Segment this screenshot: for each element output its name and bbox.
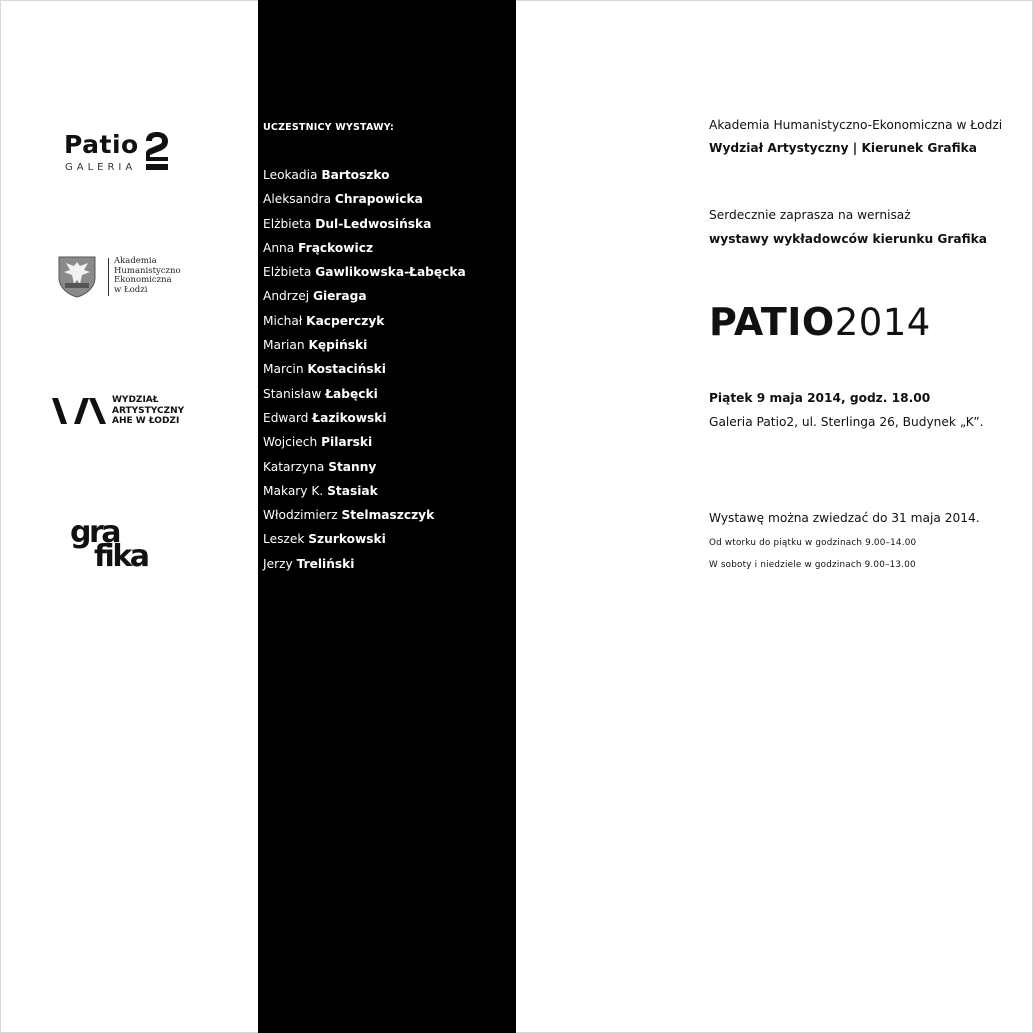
- participant-last-name: Kępiński: [308, 338, 368, 353]
- participant-last-name: Stasiak: [327, 483, 378, 498]
- participant-first-name: Aleksandra: [263, 192, 332, 207]
- ahe-logo-line: Akademia: [114, 256, 157, 266]
- participant-item: [263, 530, 466, 554]
- wa-logo-line: ARTYSTYCZNY: [112, 405, 185, 416]
- weekend-hours: W soboty i niedziele w godzinach 9.00–13.00: [709, 560, 916, 570]
- participant-first-name: Leszek: [263, 532, 305, 547]
- participants-heading: UCZESTNICY WYSTAWY:: [263, 122, 395, 133]
- wa-logo-line: AHE W ŁODZI: [112, 416, 180, 426]
- participant-last-name: Frąckowicz: [298, 240, 374, 255]
- patio-galeria-logo: [64, 130, 174, 174]
- participant-first-name: Michał: [263, 313, 303, 328]
- academy-name: Akademia Humanistyczno-Ekonomiczna w Łodzi: [709, 118, 1003, 132]
- participant-item: [263, 458, 466, 482]
- participant-first-name: Stanisław: [263, 386, 322, 401]
- participant-last-name: Łazikowski: [312, 410, 387, 425]
- grafika-logo-top: gra: [70, 515, 120, 550]
- participant-first-name: Jerzy: [263, 556, 293, 571]
- participant-last-name: Stanny: [328, 459, 377, 474]
- participant-first-name: Włodzimierz: [263, 508, 338, 523]
- ahe-university-logo: [55, 254, 185, 300]
- wa-logo-text: [112, 395, 184, 427]
- participant-item: [263, 312, 466, 336]
- participant-item: [263, 336, 466, 360]
- wa-logo-line: WYDZIAŁ: [112, 395, 159, 405]
- participant-first-name: Elżbieta: [263, 265, 312, 280]
- participant-first-name: Elżbieta: [263, 216, 312, 231]
- participant-first-name: Katarzyna: [263, 459, 325, 474]
- participant-first-name: Marcin: [263, 362, 304, 377]
- grafika-logo: [70, 515, 166, 574]
- patio-logo-word: Patio: [64, 130, 139, 159]
- participant-last-name: Chrapowicka: [334, 192, 423, 207]
- weekday-hours: Od wtorku do piątku w godzinach 9.00–14.00: [709, 538, 917, 548]
- participant-item: [263, 215, 466, 239]
- participant-last-name: Pilarski: [321, 435, 373, 450]
- participant-last-name: Szurkowski: [308, 532, 386, 547]
- participant-first-name: Andrzej: [263, 289, 310, 304]
- crest-eagle-icon: [55, 254, 99, 298]
- participant-first-name: Marian: [263, 338, 305, 353]
- grafika-logo-bottom: fika: [94, 539, 148, 574]
- ahe-logo-text: [114, 257, 181, 295]
- participant-last-name: Gieraga: [312, 289, 367, 304]
- faculty-name: Wydział Artystyczny | Kierunek Grafika: [709, 141, 977, 155]
- participant-item: [263, 433, 466, 457]
- patio-logo-subtitle: GALERIA: [65, 162, 137, 173]
- participant-item: [263, 409, 466, 433]
- venue-address: Galeria Patio2, ul. Sterlinga 26, Budynek „K”.: [709, 415, 984, 429]
- participant-first-name: Anna: [263, 240, 295, 255]
- participant-first-name: Wojciech: [263, 435, 318, 450]
- participant-last-name: Łabęcki: [325, 386, 378, 401]
- participant-last-name: Dul-Ledwosińska: [315, 216, 432, 231]
- participant-item: [263, 190, 466, 214]
- exhibition-title-word: PATIO: [709, 300, 835, 344]
- participants-list: [263, 166, 466, 579]
- participants-panel: [258, 0, 516, 1033]
- participant-last-name: Kostaciński: [307, 362, 386, 377]
- participant-item: [263, 360, 466, 384]
- participant-item: [263, 239, 466, 263]
- exhibition-description: wystawy wykładowców kierunku Grafika: [709, 232, 988, 246]
- participant-first-name: Leokadia: [263, 168, 318, 182]
- participant-last-name: Gawlikowska-Łabęcka: [315, 265, 466, 280]
- visiting-period: Wystawę można zwiedzać do 31 maja 2014.: [709, 511, 980, 525]
- participant-last-name: Kacperczyk: [306, 313, 385, 328]
- participant-item: [263, 555, 466, 579]
- participant-last-name: Treliński: [296, 556, 355, 571]
- participant-item: [263, 506, 466, 530]
- opening-date: Piątek 9 maja 2014, godz. 18.00: [709, 391, 931, 405]
- ahe-logo-line: Humanistyczno: [114, 265, 181, 276]
- exhibition-title-year: 2014: [834, 301, 931, 344]
- invitation-text: Serdecznie zaprasza na wernisaż: [709, 208, 911, 222]
- wydzial-artystyczny-logo: [52, 395, 192, 429]
- participant-last-name: Bartoszko: [321, 168, 390, 182]
- participant-item: [263, 263, 466, 287]
- logo-separator: [108, 258, 109, 296]
- ahe-logo-line: Ekonomiczna: [114, 275, 172, 285]
- exhibition-title: [709, 300, 931, 345]
- participant-first-name: Edward: [263, 410, 309, 425]
- ahe-logo-line: w Łodzi: [114, 284, 148, 295]
- participant-item: [263, 482, 466, 506]
- participant-item: [263, 166, 466, 190]
- participant-last-name: Stelmaszczyk: [341, 508, 435, 523]
- patio-2-mark-icon: [144, 132, 170, 170]
- participant-item: [263, 385, 466, 409]
- participant-first-name: Makary K.: [263, 483, 324, 498]
- wa-monogram-icon: [52, 396, 108, 426]
- participant-item: [263, 287, 466, 311]
